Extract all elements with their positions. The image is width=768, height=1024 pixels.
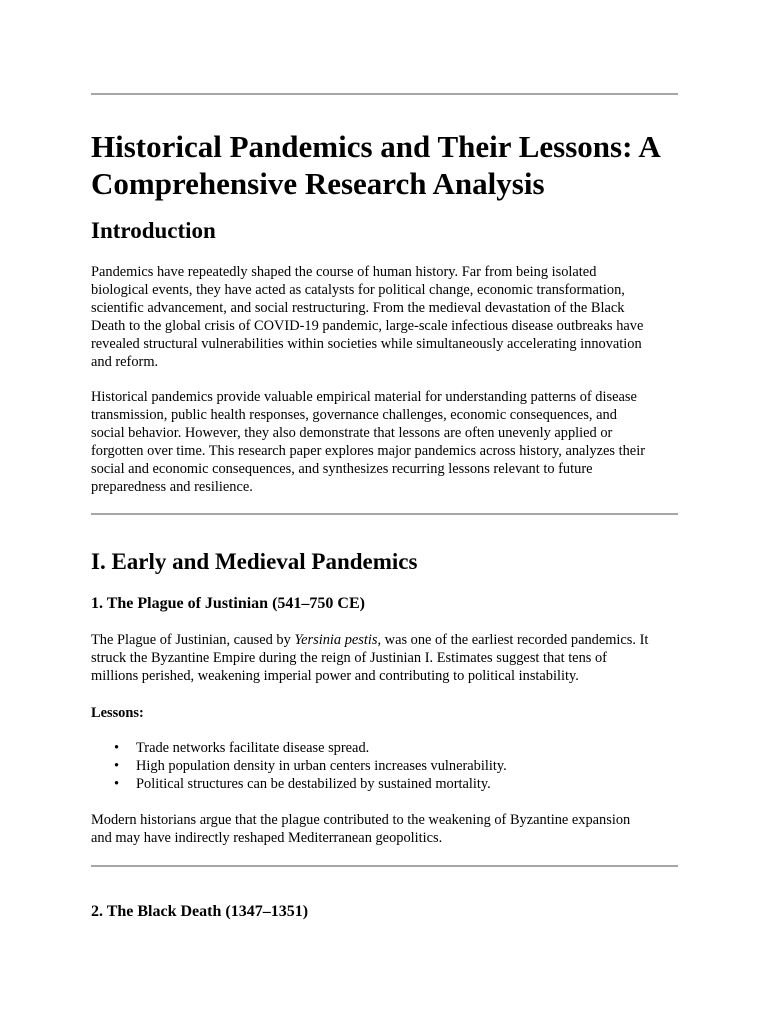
document-title xyxy=(91,128,678,202)
bullet-icon: • xyxy=(114,776,120,792)
horizontal-rule xyxy=(91,865,678,867)
list-item-text: High population density in urban centers increases vulnerability. xyxy=(136,758,507,774)
list-item-text: Political structures can be destabilized by sustained mortality. xyxy=(136,776,491,792)
list-item xyxy=(91,757,507,775)
text-line: biological events, they have acted as catalysts for political change, economic transformation, xyxy=(91,282,625,298)
text-segment: , was one of the earliest recorded pandemics. It xyxy=(377,632,649,648)
introduction-paragraph-1 xyxy=(91,263,678,371)
lessons-list xyxy=(91,739,507,793)
lessons-label: Lessons: xyxy=(91,705,144,721)
horizontal-rule-top xyxy=(91,93,678,95)
title-line: Comprehensive Research Analysis xyxy=(91,166,545,201)
list-item xyxy=(91,775,507,793)
text-line: Historical pandemics provide valuable empirical material for understanding patterns of disease xyxy=(91,389,637,405)
horizontal-rule xyxy=(91,513,678,515)
text-line: social and economic consequences, and synthesizes recurring lessons relevant to future xyxy=(91,461,593,477)
text-line: Death to the global crisis of COVID-19 pandemic, large-scale infectious disease outbreaks have xyxy=(91,318,644,334)
text-line: and may have indirectly reshaped Mediterranean geopolitics. xyxy=(91,830,443,846)
introduction-paragraph-2 xyxy=(91,388,678,496)
section-heading: I. Early and Medieval Pandemics xyxy=(91,549,418,574)
text-line xyxy=(91,631,678,649)
justinian-closing-paragraph xyxy=(91,811,678,847)
text-line: scientific advancement, and social restructuring. From the medieval devastation of the Black xyxy=(91,300,625,316)
text-line: Pandemics have repeatedly shaped the course of human history. Far from being isolated xyxy=(91,264,597,280)
text-line: millions perished, weakening imperial power and contributing to political instability. xyxy=(91,668,579,684)
text-line: transmission, public health responses, governance challenges, economic consequences, and xyxy=(91,407,617,423)
text-line: forgotten over time. This research paper explores major pandemics across history, analyzes their xyxy=(91,443,645,459)
introduction-heading: Introduction xyxy=(91,218,216,243)
list-item xyxy=(91,739,507,757)
species-name: Yersinia pestis xyxy=(294,632,378,648)
text-line: Modern historians argue that the plague contributed to the weakening of Byzantine expansion xyxy=(91,812,631,828)
text-line: struck the Byzantine Empire during the reign of Justinian I. Estimates suggest that tens of xyxy=(91,650,607,666)
justinian-paragraph xyxy=(91,631,678,685)
text-line: social behavior. However, they also demonstrate that lessons are often unevenly applied or xyxy=(91,425,613,441)
subsection-heading-justinian: 1. The Plague of Justinian (541–750 CE) xyxy=(91,595,365,612)
text-line: revealed structural vulnerabilities within societies while simultaneously accelerating innovation xyxy=(91,336,642,352)
bullet-icon: • xyxy=(114,758,120,774)
bullet-icon: • xyxy=(114,740,120,756)
text-segment: The Plague of Justinian, caused by xyxy=(91,632,295,648)
list-item-text: Trade networks facilitate disease spread. xyxy=(136,740,370,756)
text-line: and reform. xyxy=(91,354,159,370)
subsection-heading-black-death: 2. The Black Death (1347–1351) xyxy=(91,903,309,920)
text-line: preparedness and resilience. xyxy=(91,479,253,495)
title-line: Historical Pandemics and Their Lessons: A xyxy=(91,129,661,164)
